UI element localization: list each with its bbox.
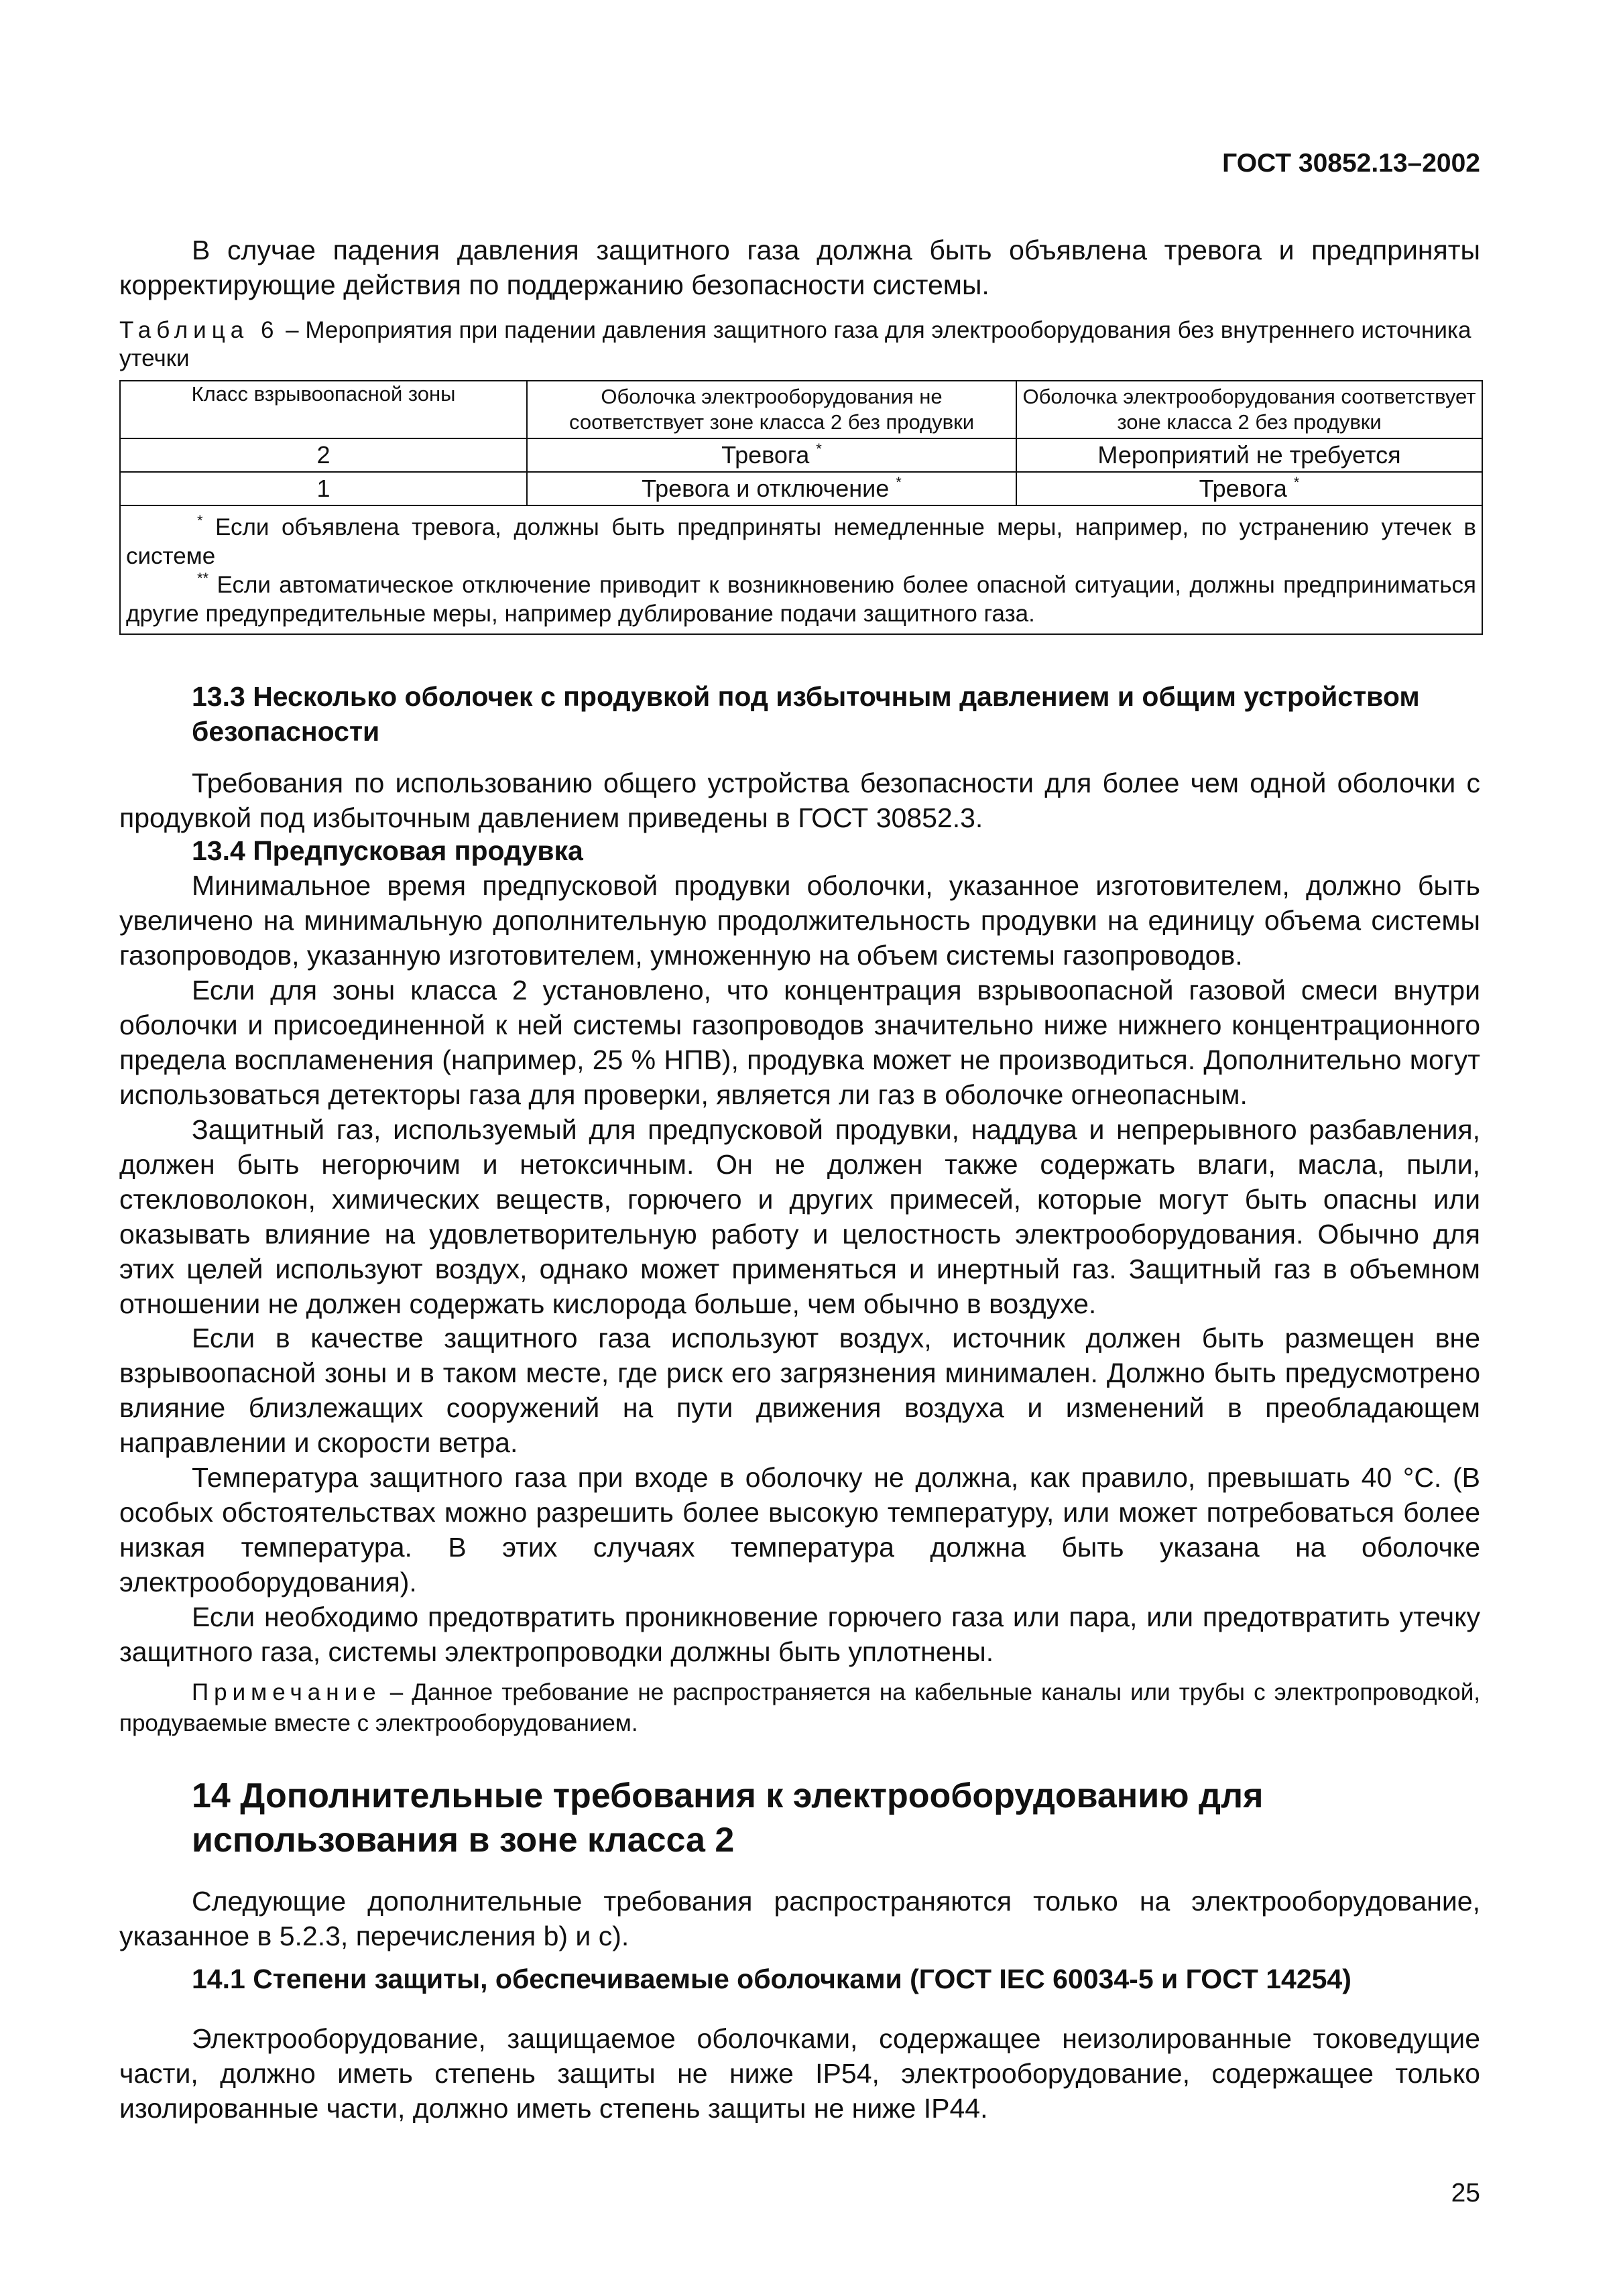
footnote-mark: * (896, 474, 902, 491)
not-compliant-value: Тревога (721, 441, 810, 469)
table-row (120, 472, 1482, 505)
footnote-mark: * (816, 440, 822, 457)
compliant-cell (1016, 472, 1482, 505)
section-13-4-paragraph: Если в качестве защитного газа используют воздух, источник должен быть размещен вне взрывоопасной зоны и в таком месте, где риск его загрязнения минимален. Должно быть предусмотрено влияние близлежащих сооружений на пути движения воздуха и изменений в преобладающем направлении и скорости ветра. (119, 1323, 1480, 1458)
note-text: – Данное требование не распространяется на кабельные каналы или трубы с электропроводкой, продуваемые вместе с электрооборудованием. (119, 1679, 1480, 1736)
footnote-text: Если объявлена тревога, должны быть предприняты немедленные меры, например, по устранению утечек в системе (126, 514, 1476, 569)
table-caption (119, 316, 1480, 373)
document-code-header: ГОСТ 30852.13–2002 (1222, 149, 1480, 178)
intro-paragraph: В случае падения давления защитного газа должна быть объявлена тревога и предприняты корректирующие действия по поддержанию безопасности системы. (119, 235, 1480, 300)
section-13-3-paragraph: Требования по использованию общего устройства безопасности для более чем одной оболочки с продувкой под избыточным давлением приведены в ГОСТ 30852.3. (119, 768, 1480, 833)
footnote-mark: ** (197, 570, 209, 587)
section-13-4-paragraph: Если для зоны класса 2 установлено, что концентрация взрывоопасной газовой смеси внутри оболочки и присоединенной к ней системы газопроводов значительно ниже нижнего концентрационного предела воспламенения (например, 25 % НПВ), продувка может не производиться. Дополнительно могут использоваться детекторы газа для проверки, является ли газ в оболочке огнеопасным. (119, 975, 1480, 1110)
column-header-compliant: Оболочка электрооборудования соответствует зоне класса 2 без продувки (1016, 381, 1482, 438)
not-compliant-cell (527, 438, 1016, 472)
page-number: 25 (1451, 2179, 1480, 2208)
table-footnote (126, 570, 1476, 628)
not-compliant-cell (527, 472, 1016, 505)
zone-cell: 1 (120, 472, 527, 505)
table-caption-label: Таблица 6 (119, 317, 280, 343)
section-13-4-heading: 13.4 Предпусковая продувка (192, 835, 583, 866)
footnote-mark: * (1293, 474, 1300, 491)
table-row (120, 438, 1482, 472)
section-14-paragraph: Следующие дополнительные требования распространяются только на электрооборудование, указанное в 5.2.3, перечисления b) и c). (119, 1886, 1480, 1951)
note (119, 1677, 1480, 1739)
table-6 (119, 380, 1483, 635)
section-13-4-paragraph: Если необходимо предотвратить проникновение горючего газа или пара, или предотвратить утечку защитного газа, системы электропроводки должны быть уплотнены. (119, 1602, 1480, 1667)
section-14-1-paragraph: Электрооборудование, защищаемое оболочками, содержащее неизолированные токоведущие части, должно иметь степень защиты не ниже IP54, электрооборудование, содержащее только изолированные части, должно иметь степень защиты не ниже IP44. (119, 2023, 1480, 2124)
compliant-value: Мероприятий не требуется (1097, 441, 1401, 469)
table-footnotes-row (120, 505, 1482, 634)
section-13-4-paragraph: Минимальное время предпусковой продувки оболочки, указанное изготовителем, должно быть увеличено на минимальную дополнительную продолжительность продувки на единицу объема системы газопроводов, указанную изготовителем, умноженную на объем системы газопроводов. (119, 870, 1480, 971)
note-label: Примечание (192, 1679, 381, 1705)
section-13-4-paragraph: Температура защитного газа при входе в оболочку не должна, как правило, превышать 40 °С. (В особых обстоятельствах можно разрешить более высокую температуру, или может потребоваться более низкая температура. В этих случаях температура должна быть указана на оболочке электрооборудования). (119, 1462, 1480, 1597)
section-14-1-heading: 14.1 Степени защиты, обеспечиваемые оболочками (ГОСТ IEC 60034-5 и ГОСТ 14254) (192, 1963, 1351, 1994)
footnote-mark: * (197, 512, 203, 529)
section-13-4-paragraph: Защитный газ, используемый для предпусковой продувки, наддува и непрерывного разбавления, должен быть негорючим и нетоксичным. Он не должен также содержать влаги, масла, пыли, стекловолокон, химических веществ, горючего и других примесей, которые могут быть опасны или оказывать влияние на удовлетворительную работу и целостность электрооборудования. Обычно для этих целей используют воздух, однако может применяться и инертный газ. Защитный газ в объемном отношении не должен содержать кислорода больше, чем обычно в воздухе. (119, 1114, 1480, 1319)
table-header-row (120, 381, 1482, 438)
section-14-heading: 14 Дополнительные требования к электрооборудованию для использования в зоне класса 2 (192, 1776, 1264, 1860)
not-compliant-value: Тревога и отключение (642, 475, 890, 502)
section-13-3-heading: 13.3 Несколько оболочек с продувкой под избыточным давлением и общим устройством безопасности (192, 681, 1420, 747)
zone-cell: 2 (120, 438, 527, 472)
table-footnote (126, 513, 1476, 570)
column-header-not-compliant: Оболочка электрооборудования не соответствует зоне класса 2 без продувки (527, 381, 1016, 438)
compliant-cell (1016, 438, 1482, 472)
compliant-value: Тревога (1199, 475, 1287, 502)
table-caption-text: – Мероприятия при падении давления защитного газа для электрооборудования без внутреннего источника утечки (119, 317, 1471, 371)
column-header-zone-class: Класс взрывоопасной зоны (120, 381, 527, 438)
footnote-text: Если автоматическое отключение приводит к возникновению более опасной ситуации, должны предприниматься другие предупредительные меры, например дублирование подачи защитного газа. (126, 572, 1476, 627)
table-footnotes (120, 505, 1482, 634)
